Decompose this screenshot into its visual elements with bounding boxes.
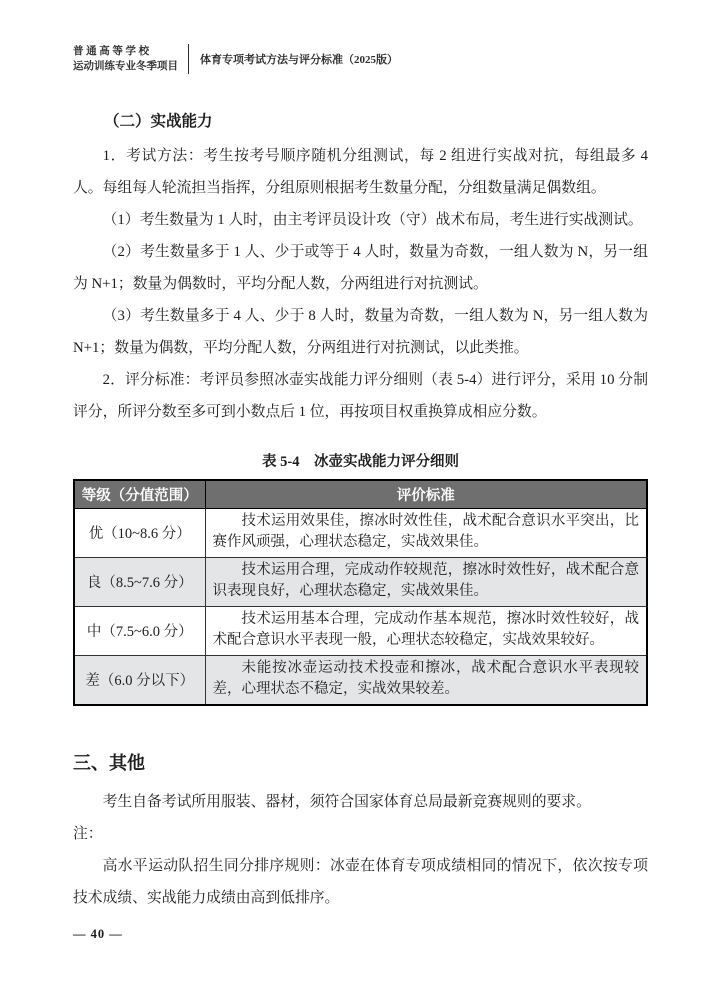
section2-paragraph-2: （1）考生数量为 1 人时，由主考评员设计攻（守）战术布局，考生进行实战测试。	[102, 212, 643, 228]
criteria-cell: 技术运用基本合理，完成动作基本规范，擦冰时效性较好，战术配合意识水平表现一般，心理状态较稳定，实战效果较好。	[205, 606, 647, 655]
grade-cell: 优（10~8.6 分）	[74, 508, 205, 557]
section2-paragraph-3: （2）考生数量多于 1 人、少于或等于 4 人时，数量为奇数，一组人数为 N，另一组为 N+1；数量为偶数时，平均分配人数，分两组进行对抗测试。	[73, 244, 648, 292]
page-number: — 40 —	[73, 927, 123, 941]
table-row	[74, 606, 647, 655]
note-text: 高水平运动队招生同分排序规则：冰壶在体育专项成绩相同的情况下，依次按专项技术成绩、实战能力成绩由高到低排序。	[73, 857, 648, 906]
grade-cell: 差（6.0 分以下）	[74, 655, 205, 705]
criteria-cell: 技术运用效果佳，擦冰时效性佳，战术配合意识水平突出，比赛作风顽强，心理状态稳定，实战效果佳。	[205, 508, 647, 557]
page-header	[73, 42, 648, 76]
scoring-criteria-table	[73, 479, 648, 706]
header-left-block	[73, 44, 178, 74]
section3-paragraph: 考生自备考试所用服装、器材，须符合国家体育总局最新竞赛规则的要求。	[102, 793, 591, 810]
grade-cell: 中（7.5~6.0 分）	[74, 606, 205, 655]
note-label: 注：	[73, 825, 103, 842]
header-doc-title: 体育专项考试方法与评分标准（2025版）	[200, 54, 398, 66]
section2-paragraph-5: 2．评分标准：考评员参照冰壶实战能力评分细则（表 5-4）进行评分，采用 10 分制评分，所评分数至多可到小数点后 1 位，再按项目权重换算成相应分数。	[73, 372, 648, 420]
column-header-grade: 等级（分值范围）	[74, 480, 205, 508]
section2-heading: （二）实战能力	[104, 113, 213, 130]
header-school-line1: 普 通 高 等 学 校	[73, 46, 150, 57]
table-body	[74, 508, 647, 705]
criteria-cell: 技术运用合理，完成动作较规范，擦冰时效性好，战术配合意识表现良好，心理状态稳定，实战效果佳。	[205, 557, 647, 606]
table-row	[74, 655, 647, 705]
header-school-line2: 运动训练专业冬季项目	[73, 61, 178, 72]
grade-cell: 良（8.5~7.6 分）	[74, 557, 205, 606]
table-head	[74, 480, 647, 508]
table-caption: 表 5-4 冰壶实战能力评分细则	[262, 454, 459, 470]
section2-paragraph-1: 1．考试方法：考生按考号顺序随机分组测试，每 2 组进行实战对抗，每组最多 4 人。每组每人轮流担当指挥，分组原则根据考生数量分配，分组数量满足偶数组。	[73, 148, 648, 196]
section2-paragraph-4: （3）考生数量多于 4 人、少于 8 人时，数量为奇数，一组人数为 N，另一组人数为 N+1；数量为偶数，平均分配人数，分两组进行对抗测试，以此类推。	[73, 308, 648, 356]
table-row	[74, 557, 647, 606]
header-divider	[188, 44, 189, 74]
criteria-cell: 未能按冰壶运动技术投壶和擦冰，战术配合意识水平表现较差，心理状态不稳定，实战效果较差。	[205, 655, 647, 705]
section3-heading: 三、其他	[73, 752, 145, 773]
table-row	[74, 508, 647, 557]
column-header-criteria: 评价标准	[205, 480, 647, 508]
table-header-row	[74, 480, 647, 508]
